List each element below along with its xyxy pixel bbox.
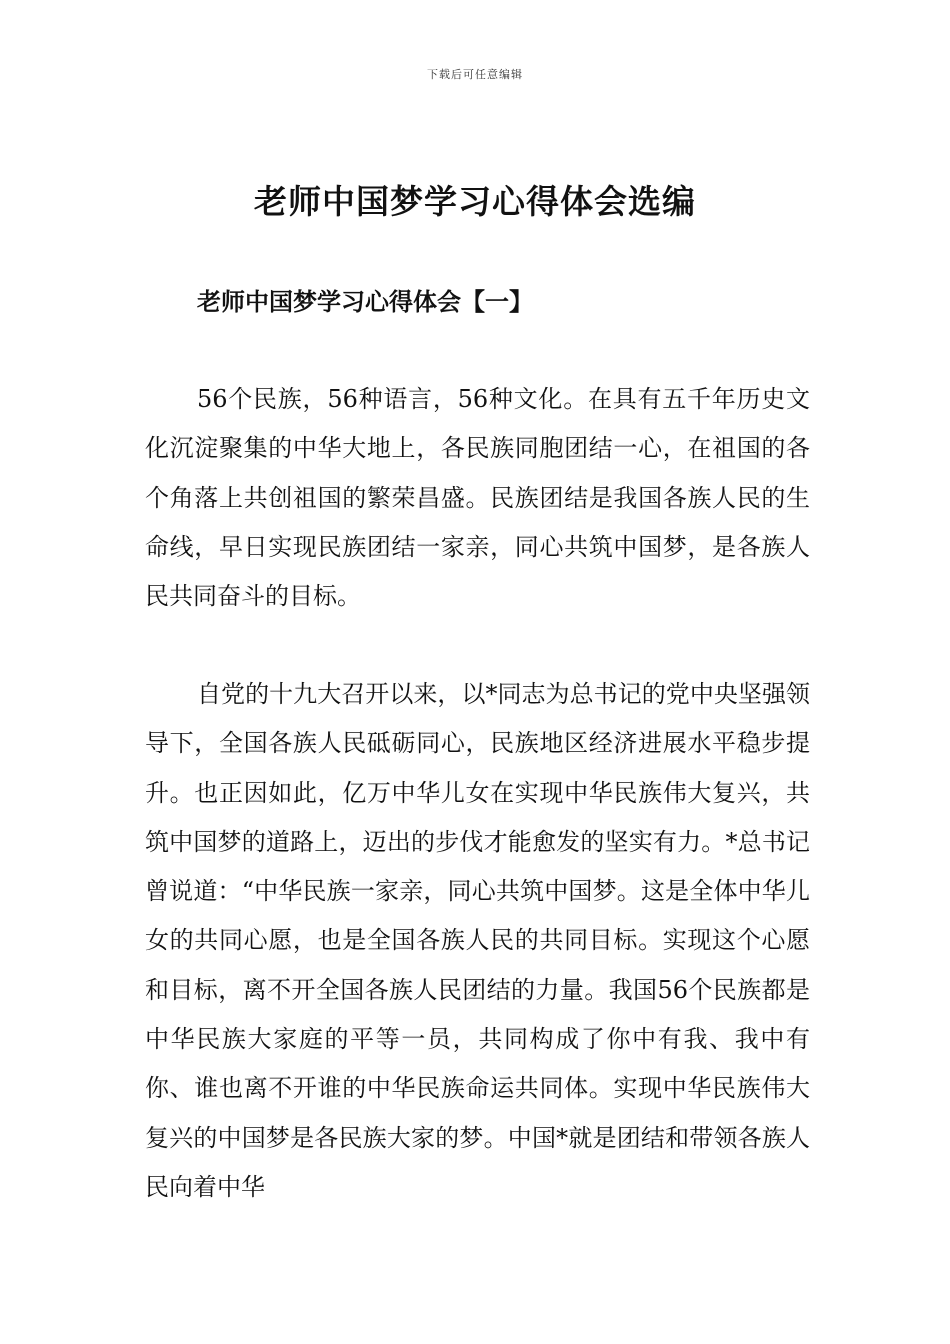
body-paragraph: 56个民族，56种语言，56种文化。在具有五千年历史文化沉淀聚集的中华大地上，各民族同胞团结一心，在祖国的各个角落上共创祖国的繁荣昌盛。民族团结是我国各族人民的生命线，早日实现民族团结一家亲，同心共筑中国梦，是各族人民共同奋斗的目标。 bbox=[145, 385, 810, 611]
header-note: 下载后可任意编辑 bbox=[427, 68, 523, 81]
body-paragraph: 自党的十九大召开以来，以*同志为总书记的党中央坚强领导下，全国各族人民砥砺同心，民族地区经济进展水平稳步提升。也正因如此，亿万中华儿女在实现中华民族伟大复兴，共筑中国梦的道路上，迈出的步伐才能愈发的坚实有力。*总书记曾说道：“中华民族一家亲，同心共筑中国梦。这是全体中华儿女的共同心愿，也是全国各族人民的共同目标。实现这个心愿和目标，离不开全国各族人民团结的力量。我国56个民族都是中华民族大家庭的平等一员，共同构成了你中有我、我中有你、谁也离不开谁的中华民族命运共同体。实现中华民族伟大复兴的中国梦是各民族大家的梦。中国*就是团结和带领各族人民向着中华 bbox=[145, 680, 810, 1201]
section-heading: 老师中国梦学习心得体会【一】 bbox=[197, 287, 533, 316]
document-title: 老师中国梦学习心得体会选编 bbox=[254, 182, 696, 221]
